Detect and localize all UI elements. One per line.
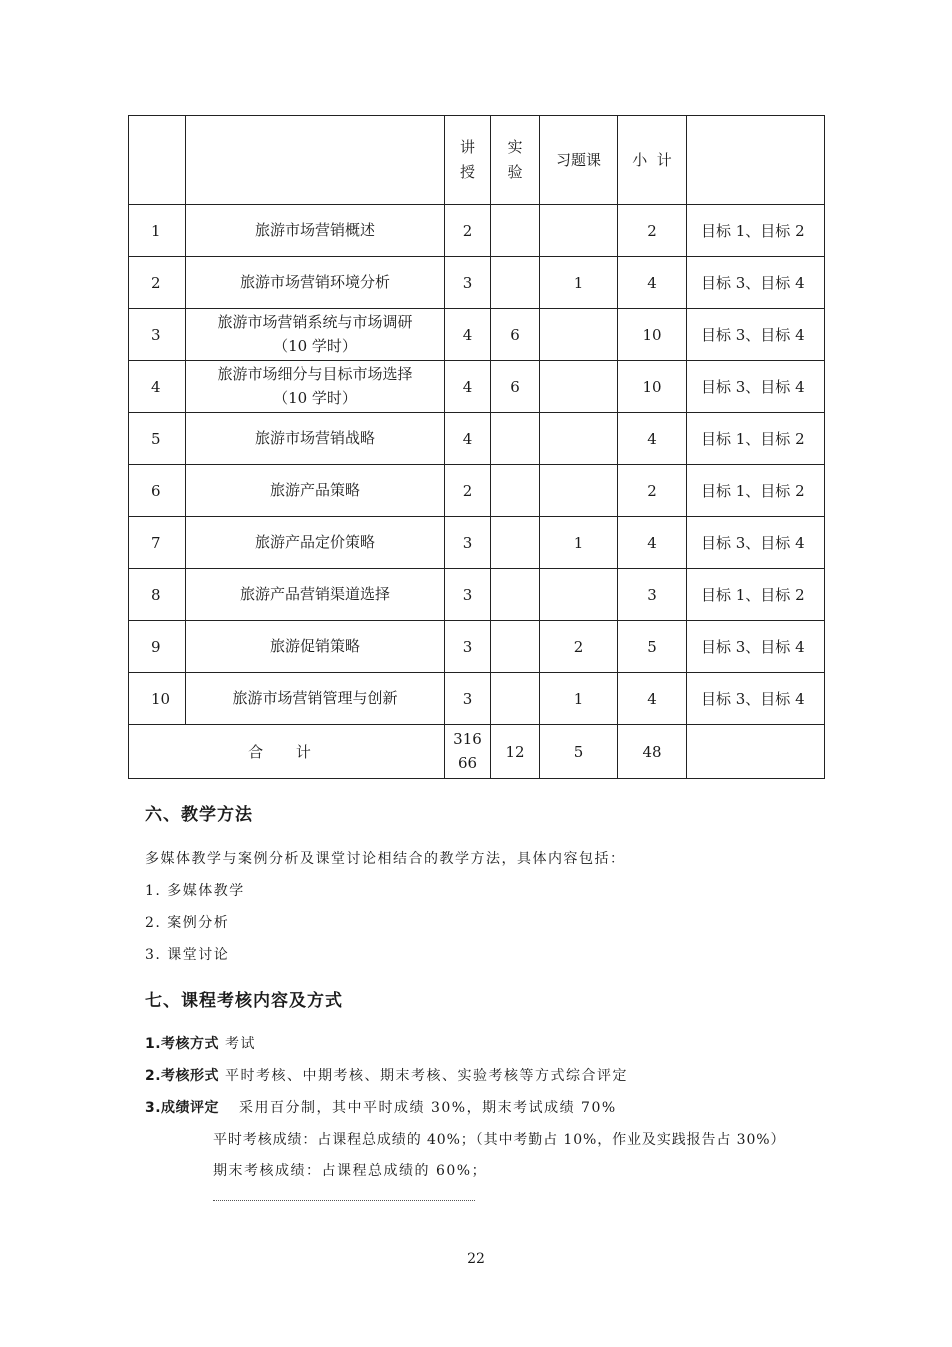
- row-exercise-hours: [540, 569, 618, 621]
- header-lecture-char: 授: [459, 163, 475, 181]
- table-row: [129, 257, 825, 309]
- row-title-line: （10 学时）: [273, 336, 357, 355]
- method-item: 1. 多媒体教学: [145, 883, 245, 899]
- header-lecture: [445, 116, 491, 205]
- row-lecture-hours: 4: [445, 309, 491, 361]
- header-subtotal: 小 计: [618, 116, 687, 205]
- row-exercise-hours: [540, 361, 618, 413]
- row-title-line: 旅游市场营销管理与创新: [232, 688, 398, 707]
- row-subtotal: 4: [618, 673, 687, 725]
- grading-detail: 平时考核成绩：占课程总成绩的 40%；（其中考勤占 10%，作业及实践报告占 30%）: [213, 1132, 786, 1148]
- table-row: [129, 205, 825, 257]
- dotted-line: [213, 1200, 475, 1201]
- assessment-method-text: 考试: [225, 1036, 257, 1052]
- total-row: [129, 725, 825, 779]
- assessment-method-label: 1.考核方式: [145, 1036, 220, 1052]
- row-lecture-hours: 2: [445, 465, 491, 517]
- table-header-row: [129, 116, 825, 205]
- row-experiment-hours: [491, 673, 540, 725]
- row-goal: 目标 3、目标 4: [687, 257, 825, 309]
- row-experiment-hours: [491, 257, 540, 309]
- row-lecture-hours: 3: [445, 673, 491, 725]
- row-title: [186, 517, 445, 569]
- grading: [145, 1097, 617, 1117]
- row-subtotal: 4: [618, 517, 687, 569]
- table-row: [129, 517, 825, 569]
- row-title-line: 旅游市场营销概述: [254, 220, 375, 239]
- row-title: [186, 465, 445, 517]
- row-experiment-hours: [491, 517, 540, 569]
- row-title: [186, 205, 445, 257]
- row-experiment-hours: [491, 205, 540, 257]
- row-lecture-hours: 3: [445, 569, 491, 621]
- row-experiment-hours: [491, 621, 540, 673]
- row-title: [186, 621, 445, 673]
- table-row: [129, 673, 825, 725]
- course-hours-table: [128, 115, 825, 779]
- row-title-line: 旅游促销策略: [269, 636, 360, 655]
- row-title-line: 旅游产品定价策略: [254, 532, 375, 551]
- method-item: 3. 课堂讨论: [145, 947, 230, 963]
- table-row: [129, 569, 825, 621]
- header-lecture-char: 讲: [459, 137, 475, 156]
- row-title-line: 旅游市场营销环境分析: [239, 272, 390, 291]
- total-label-text: 合 计: [248, 742, 325, 761]
- row-number: 7: [129, 517, 186, 569]
- total-experiment: 12: [491, 725, 540, 779]
- row-number: 5: [129, 413, 186, 465]
- table-row: [129, 465, 825, 517]
- row-title-line: 旅游产品策略: [269, 480, 360, 499]
- assessment-method: [145, 1033, 256, 1053]
- row-number: 3: [129, 309, 186, 361]
- row-goal: 目标 3、目标 4: [687, 517, 825, 569]
- row-title-line: 旅游产品营销渠道选择: [239, 584, 390, 603]
- row-experiment-hours: 6: [491, 309, 540, 361]
- row-lecture-hours: 4: [445, 361, 491, 413]
- row-goal: 目标 3、目标 4: [687, 361, 825, 413]
- row-title-line: 旅游市场细分与目标市场选择: [217, 365, 413, 384]
- section-7-heading: 七、课程考核内容及方式: [145, 991, 343, 1011]
- row-exercise-hours: [540, 465, 618, 517]
- header-goal-cell: [687, 116, 825, 205]
- row-goal: 目标 1、目标 2: [687, 569, 825, 621]
- row-experiment-hours: [491, 569, 540, 621]
- row-title: [186, 413, 445, 465]
- header-experiment: [491, 116, 540, 205]
- header-no-cell: [129, 116, 186, 205]
- header-experiment-char: 验: [507, 163, 523, 181]
- row-title: [186, 361, 445, 413]
- row-lecture-hours: 4: [445, 413, 491, 465]
- row-number: 9: [129, 621, 186, 673]
- row-title: [186, 569, 445, 621]
- row-number: 8: [129, 569, 186, 621]
- row-number: 6: [129, 465, 186, 517]
- total-exercise: 5: [540, 725, 618, 779]
- row-title-line: 旅游市场营销战略: [254, 428, 375, 447]
- total-lecture-line: 66: [457, 753, 478, 772]
- grading-text: 采用百分制，其中平时成绩 30%，期末考试成绩 70%: [239, 1100, 617, 1116]
- row-subtotal: 4: [618, 413, 687, 465]
- row-lecture-hours: 3: [445, 517, 491, 569]
- row-title: [186, 673, 445, 725]
- row-goal: 目标 1、目标 2: [687, 205, 825, 257]
- row-exercise-hours: 2: [540, 621, 618, 673]
- row-goal: 目标 1、目标 2: [687, 465, 825, 517]
- row-goal: 目标 3、目标 4: [687, 309, 825, 361]
- row-title-line: 旅游市场营销系统与市场调研: [217, 313, 413, 332]
- row-goal: 目标 3、目标 4: [687, 673, 825, 725]
- row-number: 4: [129, 361, 186, 413]
- row-lecture-hours: 3: [445, 257, 491, 309]
- row-title: [186, 257, 445, 309]
- row-experiment-hours: [491, 465, 540, 517]
- row-subtotal: 3: [618, 569, 687, 621]
- table-row: [129, 413, 825, 465]
- table-row: [129, 309, 825, 361]
- row-subtotal: 10: [618, 309, 687, 361]
- row-number: 1: [129, 205, 186, 257]
- row-number: 10: [129, 673, 186, 725]
- row-subtotal: 5: [618, 621, 687, 673]
- header-experiment-char: 实: [507, 137, 523, 156]
- section-6-heading: 六、教学方法: [145, 805, 253, 825]
- row-exercise-hours: [540, 413, 618, 465]
- assessment-form-text: 平时考核、中期考核、期末考核、实验考核等方式综合评定: [225, 1068, 629, 1084]
- row-experiment-hours: [491, 413, 540, 465]
- assessment-form-label: 2.考核形式: [145, 1068, 220, 1084]
- total-lecture: [445, 725, 491, 779]
- row-exercise-hours: [540, 205, 618, 257]
- row-goal: 目标 1、目标 2: [687, 413, 825, 465]
- row-exercise-hours: 1: [540, 517, 618, 569]
- row-subtotal: 2: [618, 465, 687, 517]
- header-exercise: 习题课: [540, 116, 618, 205]
- table-row: [129, 621, 825, 673]
- row-subtotal: 2: [618, 205, 687, 257]
- row-number: 2: [129, 257, 186, 309]
- total-lecture-line: 316: [453, 730, 482, 749]
- row-exercise-hours: 1: [540, 673, 618, 725]
- row-exercise-hours: [540, 309, 618, 361]
- grading-detail: 期末考核成绩：占课程总成绩的 60%；: [213, 1163, 488, 1179]
- row-subtotal: 10: [618, 361, 687, 413]
- row-experiment-hours: 6: [491, 361, 540, 413]
- total-subtotal: 48: [618, 725, 687, 779]
- total-label: [129, 725, 445, 779]
- header-title-cell: [186, 116, 445, 205]
- row-title-line: （10 学时）: [273, 388, 357, 407]
- table-row: [129, 361, 825, 413]
- section-6-intro: 多媒体教学与案例分析及课堂讨论相结合的教学方法，具体内容包括：: [145, 851, 626, 867]
- method-item: 2. 案例分析: [145, 915, 230, 931]
- row-exercise-hours: 1: [540, 257, 618, 309]
- total-goal: [687, 725, 825, 779]
- row-lecture-hours: 3: [445, 621, 491, 673]
- assessment-form: [145, 1065, 628, 1085]
- grading-label: 3.成绩评定: [145, 1100, 220, 1116]
- row-lecture-hours: 2: [445, 205, 491, 257]
- page-number: 22: [467, 1251, 485, 1267]
- row-subtotal: 4: [618, 257, 687, 309]
- row-goal: 目标 3、目标 4: [687, 621, 825, 673]
- row-title: [186, 309, 445, 361]
